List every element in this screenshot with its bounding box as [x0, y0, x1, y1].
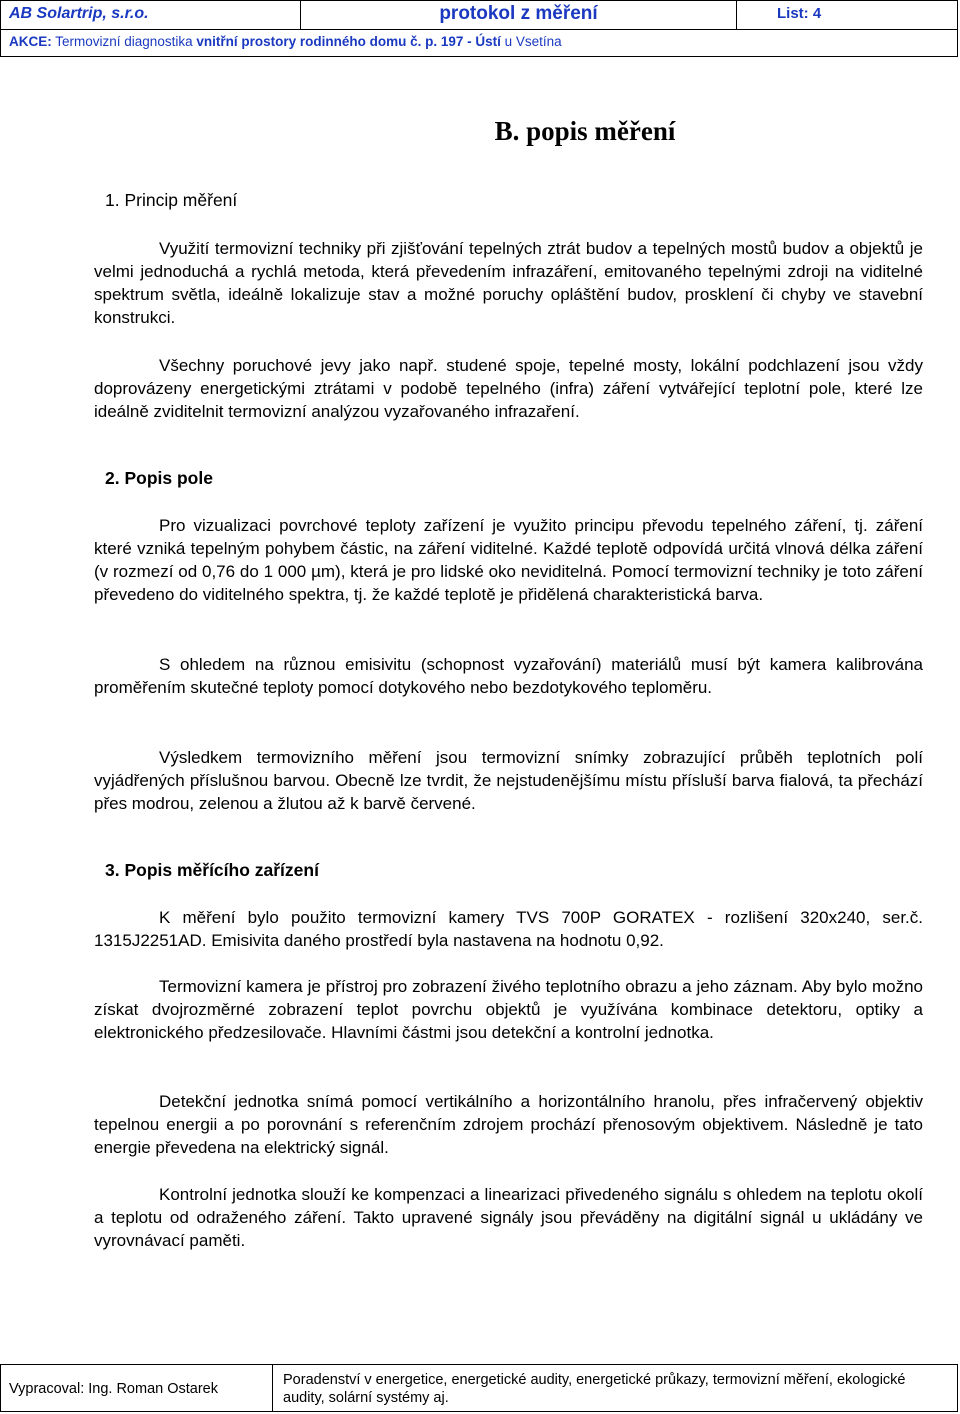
footer-author: Vypracoval: Ing. Roman Ostarek: [1, 1365, 273, 1411]
page-footer: [0, 1364, 958, 1412]
paragraph: Termovizní kamera je přístroj pro zobrazení živého teplotního obrazu a jeho záznam. Aby bylo možno získat dvojrozměrné zobrazení teplot povrchu objektů je využívána kombinace detektoru, optiky a elektronického předzesilovače. Hlavními částmi jsou detekční a kontrolní jednotka.: [94, 977, 923, 1042]
paragraph: K měření bylo použito termovizní kamery TVS 700P GORATEX - rozlišení 320x240, ser.č. 1315J2251AD. Emisivita daného prostředí byla nastavena na hodnotu 0,92.: [94, 908, 923, 950]
header-action-row: [1, 30, 957, 56]
paragraph: Výsledkem termovizního měření jsou termovizní snímky zobrazující průběh teplotních polí vyjádřených příslušnou barvou. Obecně lze tvrdit, že nejstudenějšímu místu přísluší barva fialová, ta přechází přes modrou, zelenou a žlutou až k barvě červené.: [94, 748, 923, 813]
paragraph: Detekční jednotka snímá pomocí vertikálního a horizontálního hranolu, přes infračervený objektiv tepelnou energii a po porovnání s referenčním zdrojem prochází přenosovým objektivem. Následně je tato energie převedena na elektrický signál.: [94, 1092, 923, 1157]
heading-princip: 1. Princip měření: [105, 190, 238, 210]
section-title: B. popis měření: [494, 116, 676, 146]
action-bold: vnitřní prostory rodinného domu č. p. 197 - Ústí: [196, 34, 501, 49]
paragraph: Všechny poruchové jevy jako např. studené spoje, tepelné mosty, lokální podchlazení jsou vždy doprovázeny energetickými ztrátami v podobě tepelného (infra) záření vytvářející teplotní pole, které lze ideálně zviditelnit termovizní analýzou vyzařovaného infrazaření.: [94, 356, 923, 421]
company-name: AB Solartrip, s.r.o.: [1, 1, 301, 29]
header-top-row: [1, 1, 957, 30]
page-number: List: 4: [777, 5, 822, 22]
paragraph: Kontrolní jednotka slouží ke kompenzaci a linearizaci přivedeného signálu s ohledem na teplotu okolí a teplotu od odraženého záření. Takto upravené signály jsou převáděny na digitální signál u ukládány ve vyrovnávací paměti.: [94, 1185, 923, 1250]
paragraph: Pro vizualizaci povrchové teploty zařízení je využito principu převodu tepelného záření, tj. záření které vzniká tepelným pohybem částic, na záření viditelné. Každé teplotě odpovídá určitá vlnová délka záření (v rozmezí od 0,76 do 1 000 µm), která je pro lidské oko neviditelná. Pomocí termovizní techniky je toto záření převedeno do viditelného spektra, tj. že každé teplotě je přidělená charakteristická barva.: [94, 516, 923, 604]
action-text: Termovizní diagnostika: [55, 34, 193, 49]
page-header: [0, 0, 958, 57]
action-tail: u Vsetína: [504, 34, 562, 49]
action-label: AKCE:: [9, 34, 52, 49]
heading-popis-pole: 2. Popis pole: [105, 468, 213, 488]
paragraph: S ohledem na různou emisivitu (schopnost vyzařování) materiálů musí být kamera kalibrována proměřením skutečné teploty pomocí dotykového nebo bezdotykového teploměru.: [94, 655, 923, 697]
footer-services: Poradenství v energetice, energetické audity, energetické průkazy, termovizní měření, ekologické audity, solární systémy aj.: [283, 1372, 906, 1406]
heading-popis-zarizeni: 3. Popis měřícího zařízení: [105, 860, 319, 880]
document-title: protokol z měření: [301, 1, 737, 29]
paragraph: Využití termovizní techniky při zjišťování tepelných ztrát budov a tepelných mostů budov a objektů je velmi jednoduchá a rychlá metoda, která převedením infrazáření, emitovaného tepelnými zdroji na viditelné spektrum světla, ideálně lokalizuje stav a možné poruchy opláštění budov, prosklení či chyby ve stavební konstrukci.: [94, 239, 923, 327]
